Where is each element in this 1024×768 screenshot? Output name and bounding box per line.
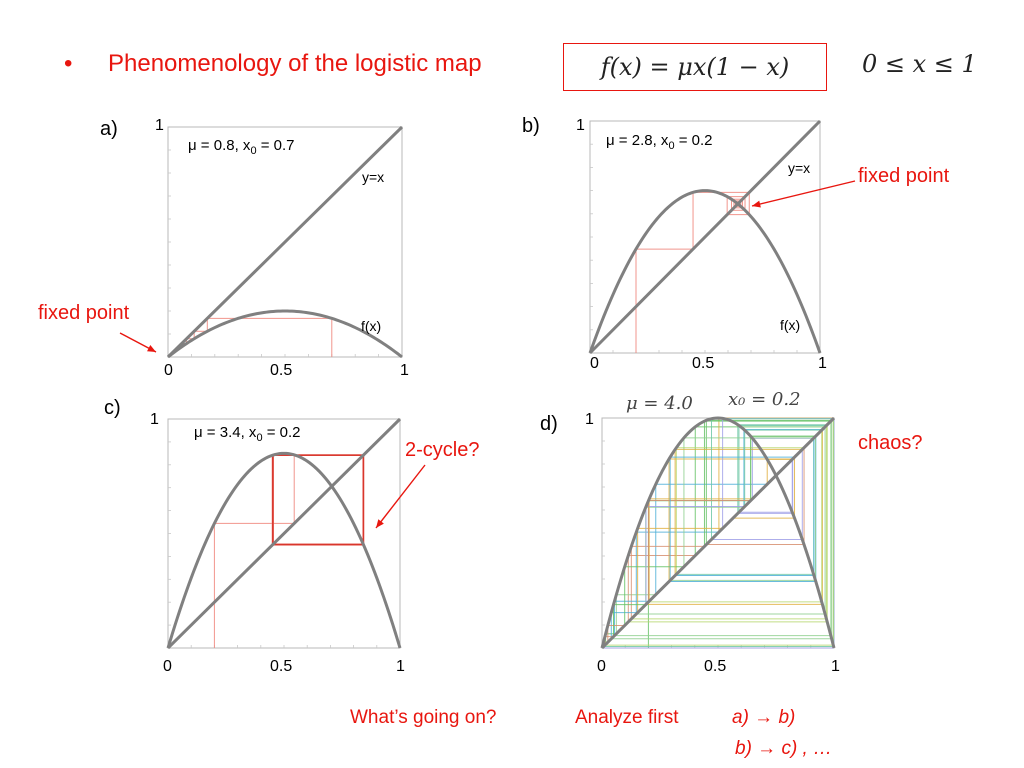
domain-constraint: 0 ≤ x ≤ 1 [862,50,977,78]
logistic-formula: f(x) = μx(1 − x) [563,43,827,91]
panel-c-x1-tick: 1 [396,658,405,675]
panel-d-title-x0: x₀ = 0.2 [728,389,801,410]
panel-b-curve-label: f(x) [780,317,801,333]
bullet-marker: • [64,50,73,77]
panel-d-x0-tick: 0 [597,658,606,675]
panel-a-curve-label: f(x) [361,318,382,334]
panel-d-xmid-tick: 0.5 [704,658,727,675]
panel-b-x0-tick: 0 [590,355,599,372]
panel-a-line-label: y=x [362,169,385,185]
panel-b-x1-tick: 1 [818,355,827,372]
footer-step-1: a) → b) [732,707,796,728]
panel-a-title: μ = 0.8, $x_0 = 0.7$ [188,137,295,157]
chaos-annotation: chaos? [858,432,923,454]
panel-c-title: μ = 3.4, $x_0 = 0.2$ [194,424,301,444]
panel-b-label: b) [522,115,540,137]
panel-c-xmid-tick: 0.5 [270,658,293,675]
fixed-point-annotation-b: fixed point [858,165,950,187]
panel-a-x0-tick: 0 [164,362,173,379]
two-cycle-annotation: 2-cycle? [405,439,480,461]
panel-a-xmid-tick: 0.5 [270,362,293,379]
panel-c-label: c) [104,397,121,419]
footer-question: What’s going on? [350,707,497,728]
panel-a-ytop-tick: 1 [155,117,164,134]
fixed-point-arrow-b [752,181,855,206]
fixed-point-annotation-a: fixed point [38,302,130,324]
panel-d-x1-tick: 1 [831,658,840,675]
panel-d-label: d) [540,413,558,435]
panel-b-ytop-tick: 1 [576,117,585,134]
panel-b-line-label: y=x [788,160,811,176]
footer-analyze: Analyze first [575,707,679,728]
slide-title: Phenomenology of the logistic map [108,50,482,77]
panel-c-x0-tick: 0 [163,658,172,675]
panel-b-title: μ = 2.8, $x_0 = 0.2$ [606,132,713,152]
fixed-point-arrow-b-head [752,201,761,208]
panel-d-ytop-tick: 1 [585,411,594,428]
panel-c-parabola [168,453,400,648]
panel-c-ytop-tick: 1 [150,411,159,428]
footer-step-2: b) → c) , … [735,738,833,759]
panel-d-title-mu: μ = 4.0 [626,393,693,414]
panel-a-x1-tick: 1 [400,362,409,379]
panel-a-label: a) [100,118,118,140]
two-cycle-arrow-head [376,519,384,528]
panel-b-xmid-tick: 0.5 [692,355,715,372]
